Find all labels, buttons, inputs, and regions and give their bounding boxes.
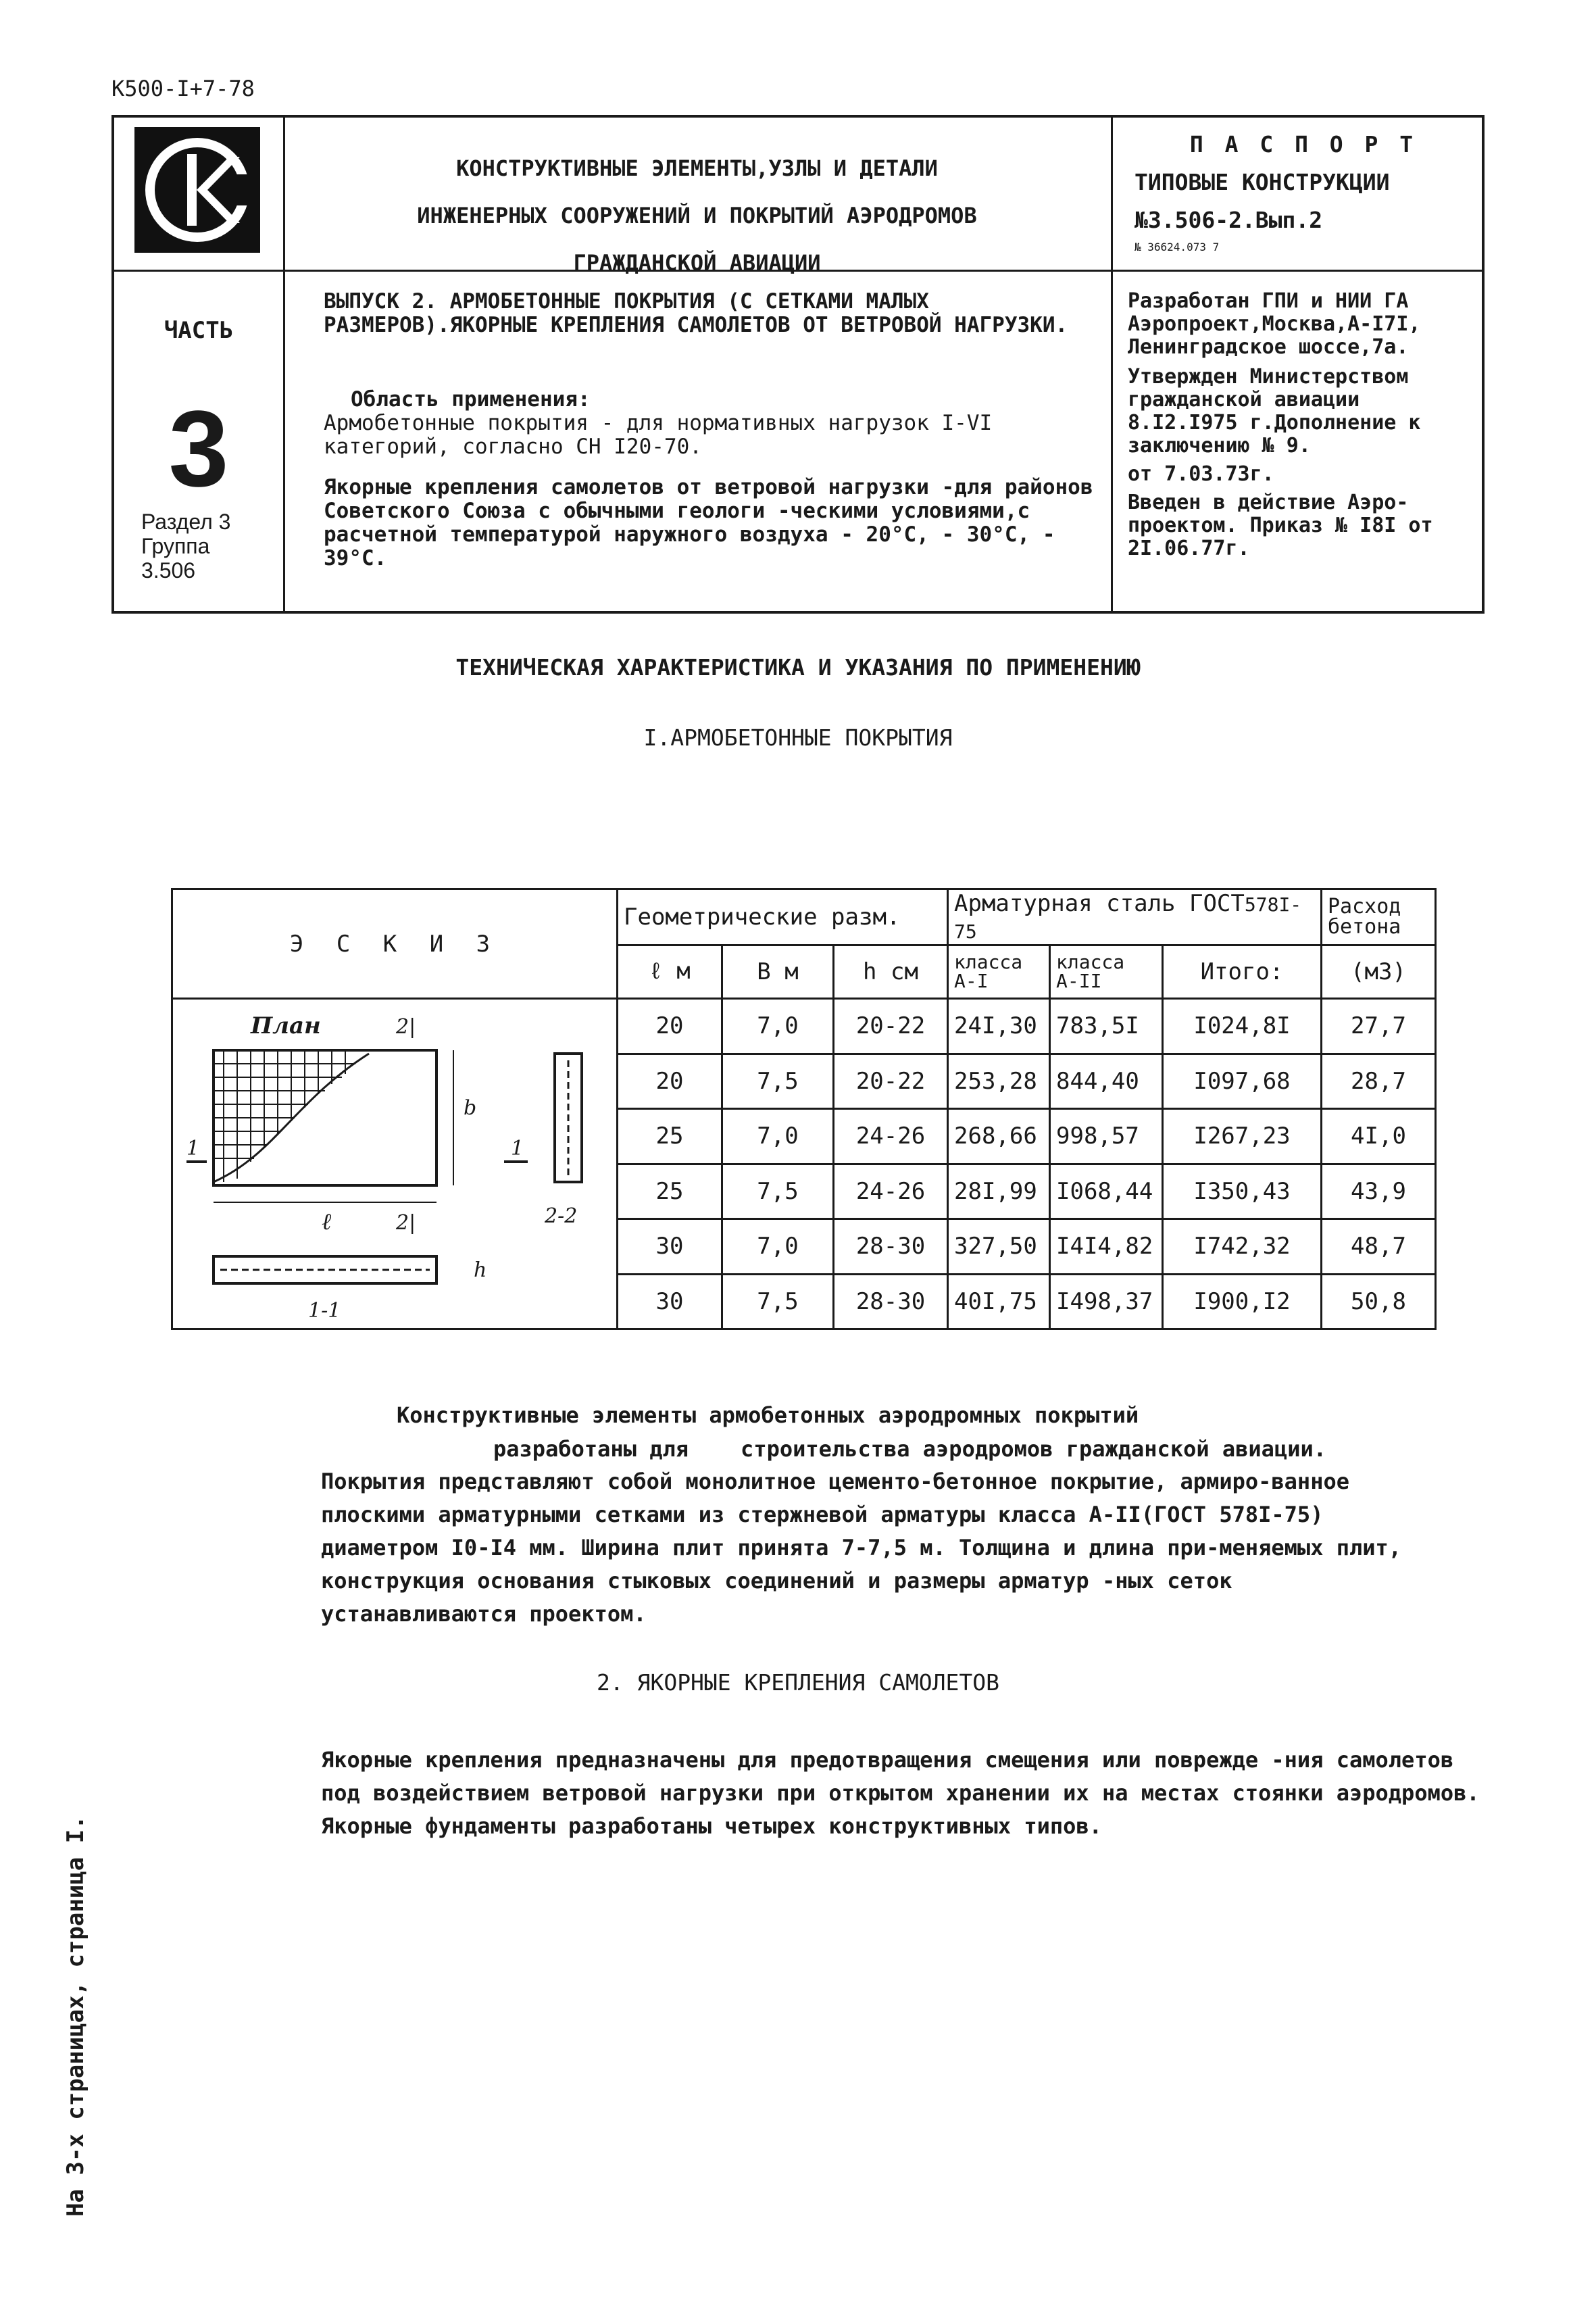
sketch-plan-label: План	[251, 1012, 321, 1039]
cell-total: I900,I2	[1163, 1274, 1322, 1329]
title-block	[111, 115, 1485, 614]
cell-a1: 28I,99	[948, 1164, 1050, 1219]
cell-length: 20	[618, 999, 722, 1054]
application-area-text: Армобетонные покрытия - для нормативных нагрузок I-VI категорий, согласно СН I20-70.	[324, 411, 993, 459]
cell-a2: 844,40	[1050, 1054, 1163, 1109]
sketch-section-1-right: 1	[511, 1137, 524, 1160]
header-total: Итого:	[1163, 945, 1322, 999]
cell-a1: 40I,75	[948, 1274, 1050, 1329]
sketch-section-1-1-label: 1-1	[308, 1299, 341, 1323]
group-code: 3.506	[141, 558, 196, 583]
cell-total: I097,68	[1163, 1054, 1322, 1109]
table-row	[172, 999, 1436, 1054]
cell-thickness: 24-26	[834, 1164, 948, 1219]
application-area	[324, 388, 1094, 459]
header-sketch: Э С К И З	[172, 889, 618, 999]
part-label: ЧАСТЬ	[164, 317, 234, 344]
cell-a1: 327,50	[948, 1219, 1050, 1275]
cell-width: 7,5	[722, 1274, 834, 1329]
date-line: от 7.03.73г.	[1128, 462, 1274, 486]
cell-a2: I068,44	[1050, 1164, 1163, 1219]
part-number: 3	[168, 388, 229, 509]
passport-number: №3.506-2.Вып.2	[1134, 207, 1323, 233]
header-geometry: Геометрические разм.	[618, 889, 948, 945]
passport-block	[1134, 126, 1472, 255]
cell-total: I742,32	[1163, 1219, 1322, 1275]
section-1-heading: I.АРМОБЕТОННЫЕ ПОКРЫТИЯ	[643, 724, 953, 751]
paragraph-1-line-2: разработаны для строительства аэродромов гражданской авиации.	[493, 1436, 1326, 1462]
cell-a1: 24I,30	[948, 999, 1050, 1054]
document-code: К500-I+7-78	[111, 76, 255, 101]
developer-line: Разработан ГПИ и НИИ ГА Аэропроект,Москва,А-I7I, Ленинградское шоссе,7а.	[1128, 289, 1421, 359]
passport-stamp: № 36624.073 7	[1134, 241, 1220, 253]
sketch-section-mark-top: 2|	[396, 1015, 416, 1039]
application-area-label: Область применения:	[351, 387, 591, 412]
series-title-line-1: КОНСТРУКТИВНЫЕ ЭЛЕМЕНТЫ,УЗЛЫ И ДЕТАЛИ	[456, 155, 938, 181]
header-thickness: h см	[834, 945, 948, 999]
paragraph-1-body: Покрытия представляют собой монолитное цементо-бетонное покрытие, армиро-ванное плоскими арматурными сетками из стержневой арматуры класса А-II(ГОСТ 578I-75) диаметром I0-I4 мм. Ширина плит принята 7-7,5 м. Толщина и длина при-меняемых плит, конструкция основания стыковых соединений и размеры арматур -ных сеток устанавливаются проектом.	[321, 1469, 1402, 1627]
cell-width: 7,0	[722, 1219, 834, 1275]
middle-divider	[283, 270, 1111, 272]
cell-a1: 268,66	[948, 1109, 1050, 1164]
cell-a2: 998,57	[1050, 1109, 1163, 1164]
cell-length: 25	[618, 1109, 722, 1164]
header-steel	[948, 889, 1322, 945]
section-2-heading: 2. ЯКОРНЫЕ КРЕПЛЕНИЯ САМОЛЕТОВ	[596, 1669, 1000, 1696]
cell-length: 30	[618, 1274, 722, 1329]
issue-title: ВЫПУСК 2. АРМОБЕТОННЫЕ ПОКРЫТИЯ (С СЕТКАМИ МАЛЫХ РАЗМЕРОВ).ЯКОРНЫЕ КРЕПЛЕНИЯ САМОЛЕТОВ ОТ ВЕТРОВОЙ НАГРУЗКИ.	[324, 289, 1068, 337]
spec-table	[171, 888, 1437, 1330]
cell-total: I024,8I	[1163, 999, 1322, 1054]
sketch-section-1-left: 1	[186, 1137, 200, 1160]
sketch-width-label: b	[464, 1096, 477, 1120]
cell-thickness: 28-30	[834, 1219, 948, 1275]
header-length: ℓ м	[618, 945, 722, 999]
cell-a2: I4I4,82	[1050, 1219, 1163, 1275]
sketch-cell	[172, 999, 618, 1329]
cell-thickness: 28-30	[834, 1274, 948, 1329]
header-class-a2: класса А-II	[1050, 945, 1163, 999]
cell-length: 20	[618, 1054, 722, 1109]
cell-thickness: 20-22	[834, 1054, 948, 1109]
paragraph-1-line-1: Конструктивные элементы армобетонных аэродромных покрытий	[397, 1402, 1139, 1428]
sketch-length-label: ℓ	[322, 1208, 332, 1235]
cell-thickness: 20-22	[834, 999, 948, 1054]
cell-concrete: 43,9	[1322, 1164, 1436, 1219]
cell-total: I350,43	[1163, 1164, 1322, 1219]
section-label: Раздел 3	[141, 510, 231, 534]
header-class-a1: класса А-I	[948, 945, 1050, 999]
passport-title: П А С П О Р Т	[1189, 131, 1418, 157]
cell-width: 7,0	[722, 999, 834, 1054]
cell-width: 7,5	[722, 1054, 834, 1109]
cell-width: 7,0	[722, 1109, 834, 1164]
page-count-note: На 3-х страницах, страница I.	[62, 1815, 89, 2217]
cell-a1: 253,28	[948, 1054, 1050, 1109]
approval-line: Утвержден Министерством гражданской авиации 8.I2.I975 г.Дополнение к заключению № 9.	[1128, 365, 1421, 458]
cell-concrete: 4I,0	[1322, 1109, 1436, 1164]
cell-total: I267,23	[1163, 1109, 1322, 1164]
header-width: В м	[722, 945, 834, 999]
header-steel-label: Арматурная сталь ГОСТ	[954, 890, 1245, 917]
cell-width: 7,5	[722, 1164, 834, 1219]
paragraph-2-body: Якорные крепления предназначены для предотвращения смещения или поврежде -ния самолетов под воздействием ветровой нагрузки при открытом хранении их на местах стоянки аэродромов. Якорные фундаменты разработаны четырех конструктивных типов.	[321, 1747, 1480, 1839]
cell-thickness: 24-26	[834, 1109, 948, 1164]
ck-logo-icon	[134, 127, 260, 253]
left-column	[114, 118, 285, 611]
mesh-grid-icon	[214, 1050, 369, 1182]
header-m3: (м3)	[1322, 945, 1436, 999]
cell-length: 25	[618, 1164, 722, 1219]
sketch-section-2-2-label: 2-2	[545, 1204, 578, 1228]
anchor-scope-text: Якорные крепления самолетов от ветровой нагрузки -для районов Советского Союза с обычными геологи -ческими условиями,с расчетной температурой наружного воздуха - 20°C, - 30°C, - 39°C.	[324, 475, 1093, 570]
series-title-line-2: ИНЖЕНЕРНЫХ СООРУЖЕНИЙ И ПОКРЫТИЙ АЭРОДРОМОВ	[417, 203, 977, 228]
cell-a2: I498,37	[1050, 1274, 1163, 1329]
table-header-row-1	[172, 889, 1436, 945]
right-divider	[1111, 270, 1482, 272]
passport-subtitle: ТИПОВЫЕ КОНСТРУКЦИИ	[1134, 169, 1390, 195]
enactment-line: Введен в действие Аэро-проектом. Приказ № I8I от 2I.06.77г.	[1128, 491, 1433, 560]
main-heading: ТЕХНИЧЕСКАЯ ХАРАКТЕРИСТИКА И УКАЗАНИЯ ПО ПРИМЕНЕНИЮ	[455, 654, 1141, 681]
slab-sketch-diagram	[173, 1000, 605, 1328]
sketch-thickness-label: h	[474, 1258, 487, 1282]
group-label: Группа	[141, 534, 210, 558]
header-concrete: Расход бетона	[1322, 889, 1436, 945]
cell-concrete: 27,7	[1322, 999, 1436, 1054]
cell-length: 30	[618, 1219, 722, 1275]
standards-logo	[134, 127, 260, 253]
section-group	[141, 510, 230, 583]
left-divider	[114, 270, 283, 272]
developer-info	[1128, 290, 1479, 560]
cell-a2: 783,5I	[1050, 999, 1163, 1054]
sketch-section-mark-bottom: 2|	[396, 1211, 416, 1235]
header-gost: 578I-75	[954, 893, 1302, 943]
series-title	[283, 145, 1111, 287]
series-title-line-3: ГРАЖДАНСКОЙ АВИАЦИИ	[573, 250, 821, 276]
cell-concrete: 28,7	[1322, 1054, 1436, 1109]
cell-concrete: 48,7	[1322, 1219, 1436, 1275]
cell-concrete: 50,8	[1322, 1274, 1436, 1329]
